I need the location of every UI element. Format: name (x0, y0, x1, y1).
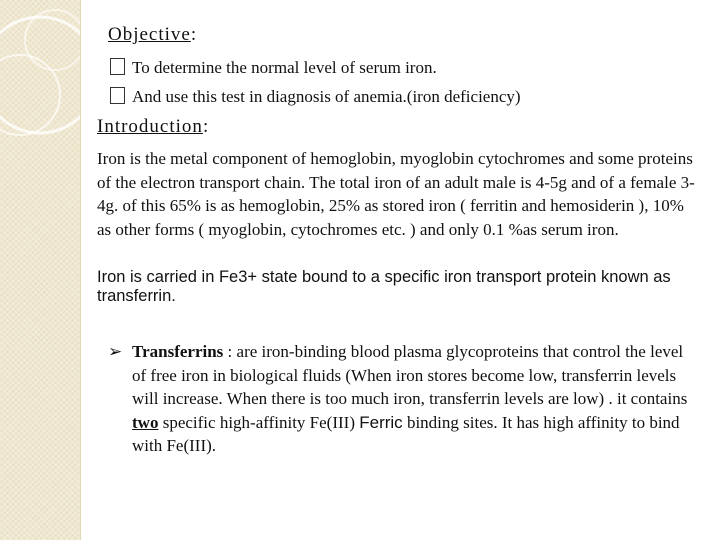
transferrins-paragraph (132, 340, 697, 458)
introduction-heading: Introduction: (97, 116, 210, 137)
transferrins-text-1: : are iron-binding blood plasma glycoproteins that control the level of free iron in biological fluids (When iron stores become low, transferrin levels will increase. When there is too much iron, transferrin levels are low) . it contains (132, 342, 688, 408)
decorative-sidebar (0, 0, 81, 540)
introduction-paragraph-1: Iron is the metal component of hemoglobin, myoglobin cytochromes and some proteins of the electron transport chain. The total iron of an adult male is 4-5g and of a female 3-4g. of this 65% is as hemoglobin, 25% as stored iron ( ferritin and hemosiderin ), 10% as other forms ( myoglobin, cytochromes etc. ) and only 0.1 %as serum iron. (97, 149, 695, 239)
transferrins-text-3: binding sites. It has high affinity to bind with Fe(III). (132, 412, 680, 455)
checkbox-bullet-icon (110, 58, 125, 75)
introduction-paragraph-2: Iron is carried in Fe3+ state bound to a specific iron transport protein known as transferrin. (97, 268, 671, 305)
checkbox-bullet-icon (110, 87, 125, 104)
objective-heading: Objective: (108, 24, 198, 45)
objective-bullet-1 (110, 58, 437, 78)
arrow-bullet-icon: ➢ (108, 342, 123, 362)
ferric-word: Ferric (359, 412, 403, 432)
transferrins-emphasis: two (132, 412, 159, 432)
transferrins-text-2: specific high-affinity Fe(III) (158, 412, 360, 432)
objective-bullet-text: To determine the normal level of serum iron. (132, 58, 437, 77)
objective-bullet-text: And use this test in diagnosis of anemia.(iron deficiency) (132, 87, 521, 106)
objective-bullet-2 (110, 87, 521, 107)
decorative-circles (0, 0, 80, 540)
transferrins-term: Transferrins (132, 342, 224, 361)
